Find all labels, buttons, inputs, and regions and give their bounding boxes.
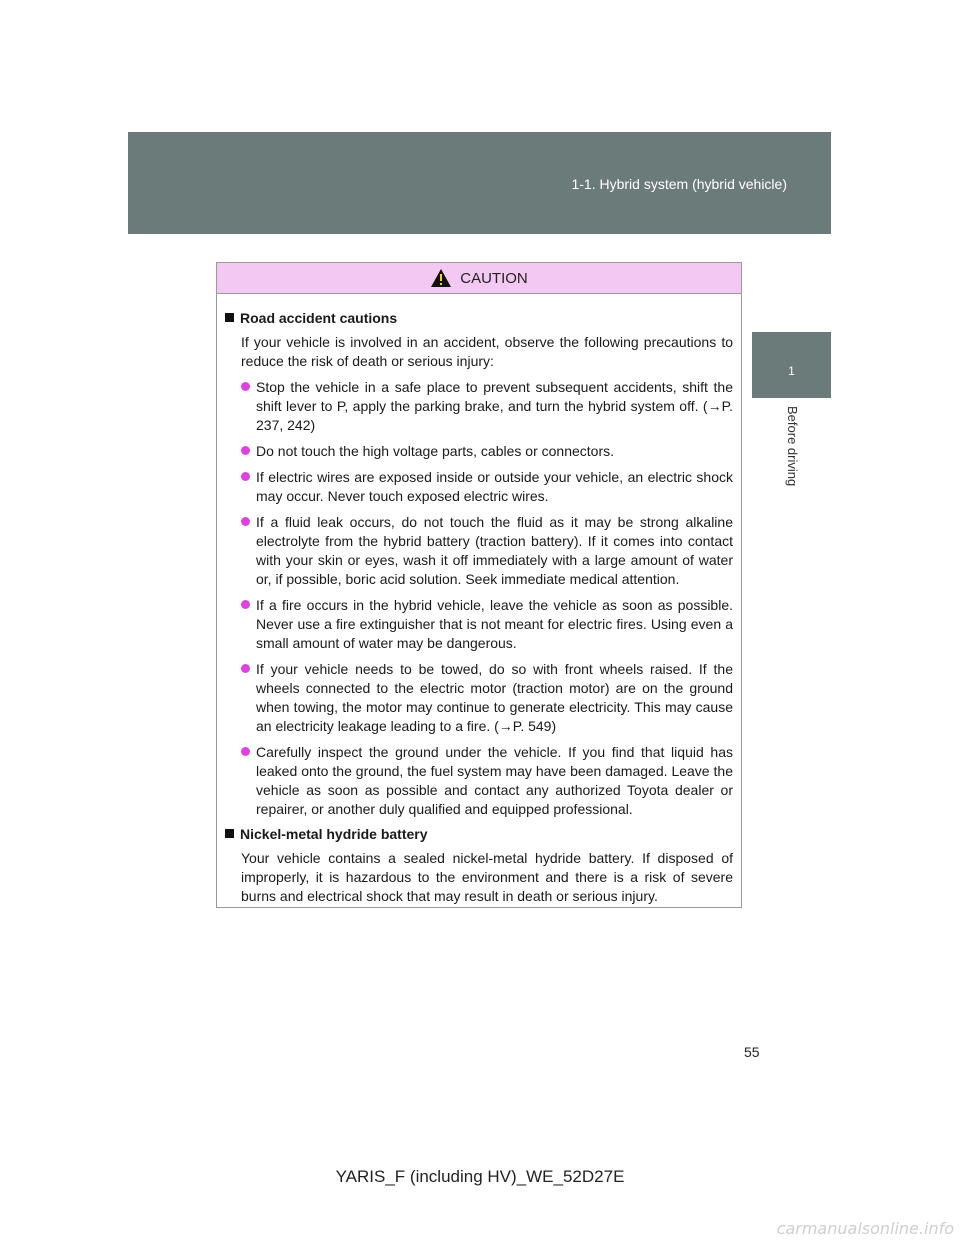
- chapter-tab: [752, 332, 831, 398]
- warning-triangle-icon: [430, 268, 452, 288]
- list-item: If your vehicle needs to be towed, do so with front wheels raised. If the wheels connected to the electric motor (traction motor) are on the ground when towing, the motor may continue to generate electricity. This may cause an electricity leakage leading to a fire. (→P. 549): [241, 660, 733, 736]
- list-item: If a fluid leak occurs, do not touch the fluid as it may be strong alkaline electrolyte from the hybrid battery (traction battery). If it comes into contact with your skin or eyes, wash it off immediately with a large amount of water or, if possible, boric acid solution. Seek immediate medical attention.: [241, 513, 733, 589]
- chapter-number: 1: [788, 364, 795, 378]
- section-intro-road-accident: If your vehicle is involved in an accident, observe the following precautions to reduce the risk of death or serious injury:: [241, 334, 733, 369]
- section-title: 1-1. Hybrid system (hybrid vehicle): [571, 176, 787, 192]
- round-bullet-icon: [241, 382, 250, 391]
- round-bullet-icon: [241, 600, 250, 609]
- round-bullet-icon: [241, 472, 250, 481]
- round-bullet-icon: [241, 517, 250, 526]
- section-heading-road-accident: Road accident cautions: [225, 309, 733, 328]
- watermark: carmanualsonline.info: [776, 1219, 954, 1238]
- caution-title: CAUTION: [460, 269, 528, 287]
- section-heading-nickel-metal-battery: Nickel-metal hydride battery: [225, 825, 733, 844]
- square-bullet-icon: [225, 829, 234, 838]
- caution-body: [217, 294, 741, 906]
- section-intro-nickel-metal-battery: Your vehicle contains a sealed nickel-metal hydride battery. If disposed of improperly, it is hazardous to the environment and there is a risk of severe burns and electrical shock that may result in death or serious injury.: [241, 850, 733, 904]
- list-item: Carefully inspect the ground under the vehicle. If you find that liquid has leaked onto the ground, the fuel system may have been damaged. Leave the vehicle as soon as possible and contact any authorized Toyota dealer or repairer, or another duly qualified and equipped professional.: [241, 743, 733, 819]
- caution-box: [216, 262, 742, 908]
- list-item: Stop the vehicle in a safe place to prevent subsequent accidents, shift the shift lever to P, apply the parking brake, and turn the hybrid system off. (→P. 237, 242): [241, 378, 733, 435]
- round-bullet-icon: [241, 446, 250, 455]
- list-item: Do not touch the high voltage parts, cables or connectors.: [241, 442, 733, 461]
- chapter-name: Before driving: [785, 406, 800, 487]
- header-band: [128, 132, 831, 234]
- round-bullet-icon: [241, 747, 250, 756]
- footer-document-code: YARIS_F (including HV)_WE_52D27E: [335, 1167, 625, 1186]
- square-bullet-icon: [225, 313, 234, 322]
- list-item: If a fire occurs in the hybrid vehicle, leave the vehicle as soon as possible. Never use a fire extinguisher that is not meant for electric fires. Using even a small amount of water may be dangerous.: [241, 596, 733, 653]
- chapter-name-vertical: [760, 406, 820, 506]
- page-number: 55: [744, 1044, 760, 1060]
- round-bullet-icon: [241, 664, 250, 673]
- list-item: If electric wires are exposed inside or outside your vehicle, an electric shock may occur. Never touch exposed electric wires.: [241, 468, 733, 506]
- caution-header: [217, 263, 741, 294]
